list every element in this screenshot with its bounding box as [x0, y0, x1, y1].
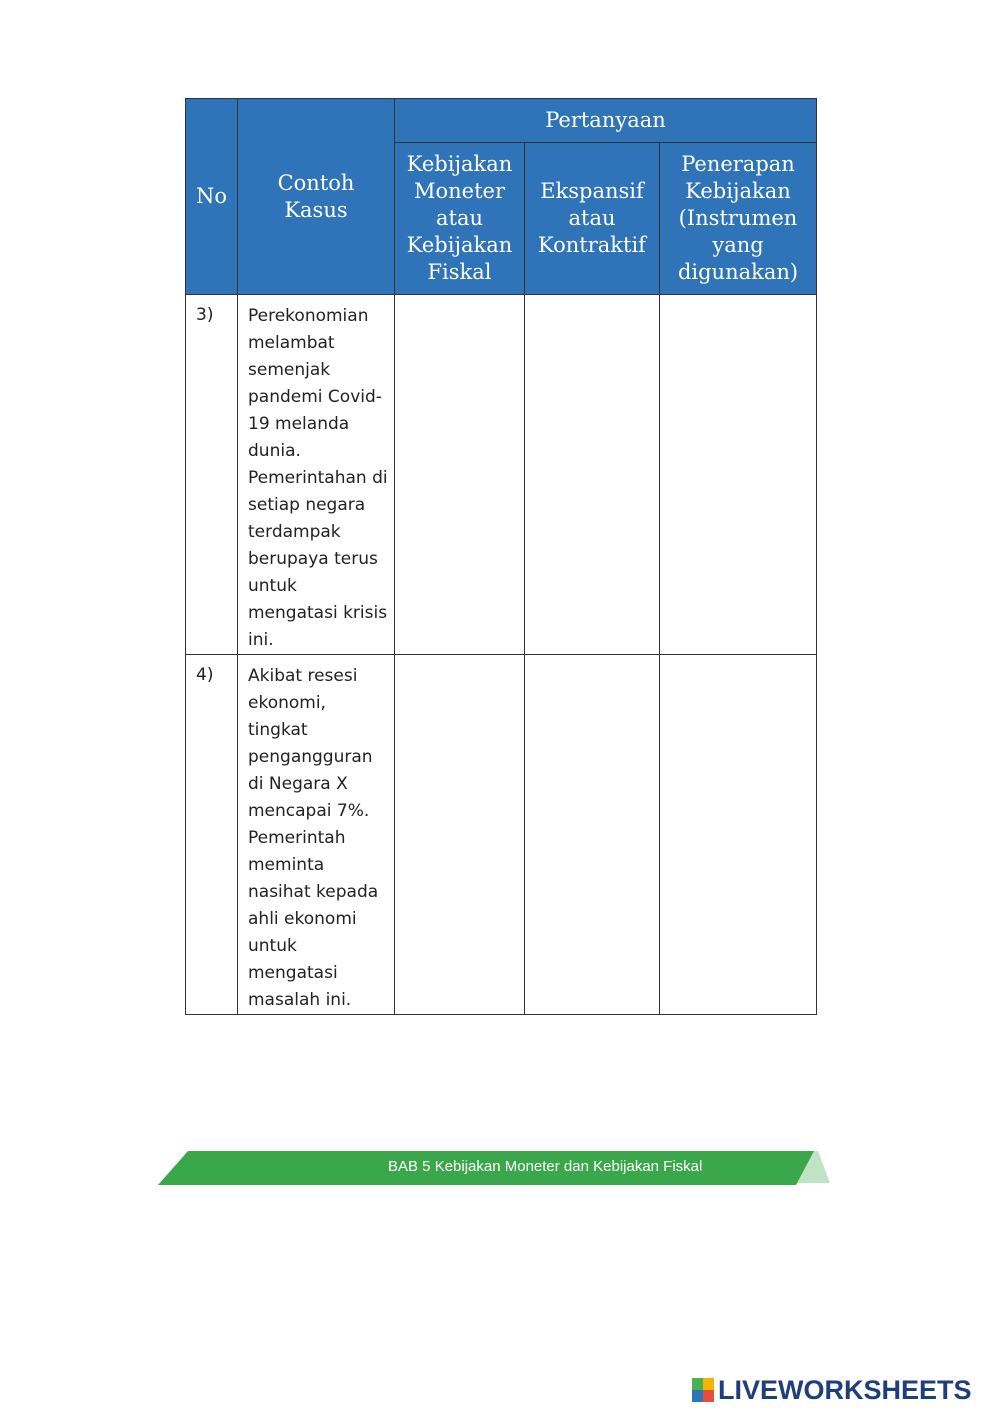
case-text-cell — [238, 655, 395, 1015]
header-policy-type: Kebijakan Moneter atau Kebijakan Fiskal — [395, 143, 525, 295]
answer-cell-policy-application[interactable] — [660, 655, 817, 1015]
answer-cell-expansive-contractive[interactable] — [525, 295, 660, 655]
header-no: No — [186, 99, 238, 295]
chapter-footer — [158, 1151, 830, 1185]
answer-cell-policy-application[interactable] — [660, 295, 817, 655]
brand-watermark[interactable] — [692, 1376, 972, 1404]
answer-cell-expansive-contractive[interactable] — [525, 655, 660, 1015]
header-policy-application: Penerapan Kebijakan (Instrumen yang digunakan) — [660, 143, 817, 295]
header-case: Contoh Kasus — [238, 99, 395, 295]
liveworksheets-logo-icon — [692, 1378, 714, 1402]
answer-cell-policy-type[interactable] — [395, 655, 525, 1015]
case-text: Perekonomian melambat semenjak pandemi Covid-19 melanda dunia. Pemerintahan di setiap negara terdampak berupaya terus untuk mengatasi krisis ini. — [248, 306, 388, 650]
chapter-title: BAB 5 Kebijakan Moneter dan Kebijakan Fiskal — [388, 1158, 703, 1175]
table-row — [186, 655, 817, 1015]
case-text-cell — [238, 295, 395, 655]
brand-name: LIVEWORKSHEETS — [718, 1374, 972, 1405]
row-number: 4) — [186, 655, 238, 1015]
table-row — [186, 295, 817, 655]
answer-cell-policy-type[interactable] — [395, 295, 525, 655]
header-expansive-contractive: Ekspansif atau Kontraktif — [525, 143, 660, 295]
case-study-table — [185, 98, 817, 1015]
case-text: Akibat resesi ekonomi, tingkat pengangguran di Negara X mencapai 7%. Pemerintah meminta nasihat kepada ahli ekonomi untuk mengatasi masalah ini. — [248, 666, 379, 1010]
header-questions: Pertanyaan — [395, 99, 817, 143]
row-number: 3) — [186, 295, 238, 655]
